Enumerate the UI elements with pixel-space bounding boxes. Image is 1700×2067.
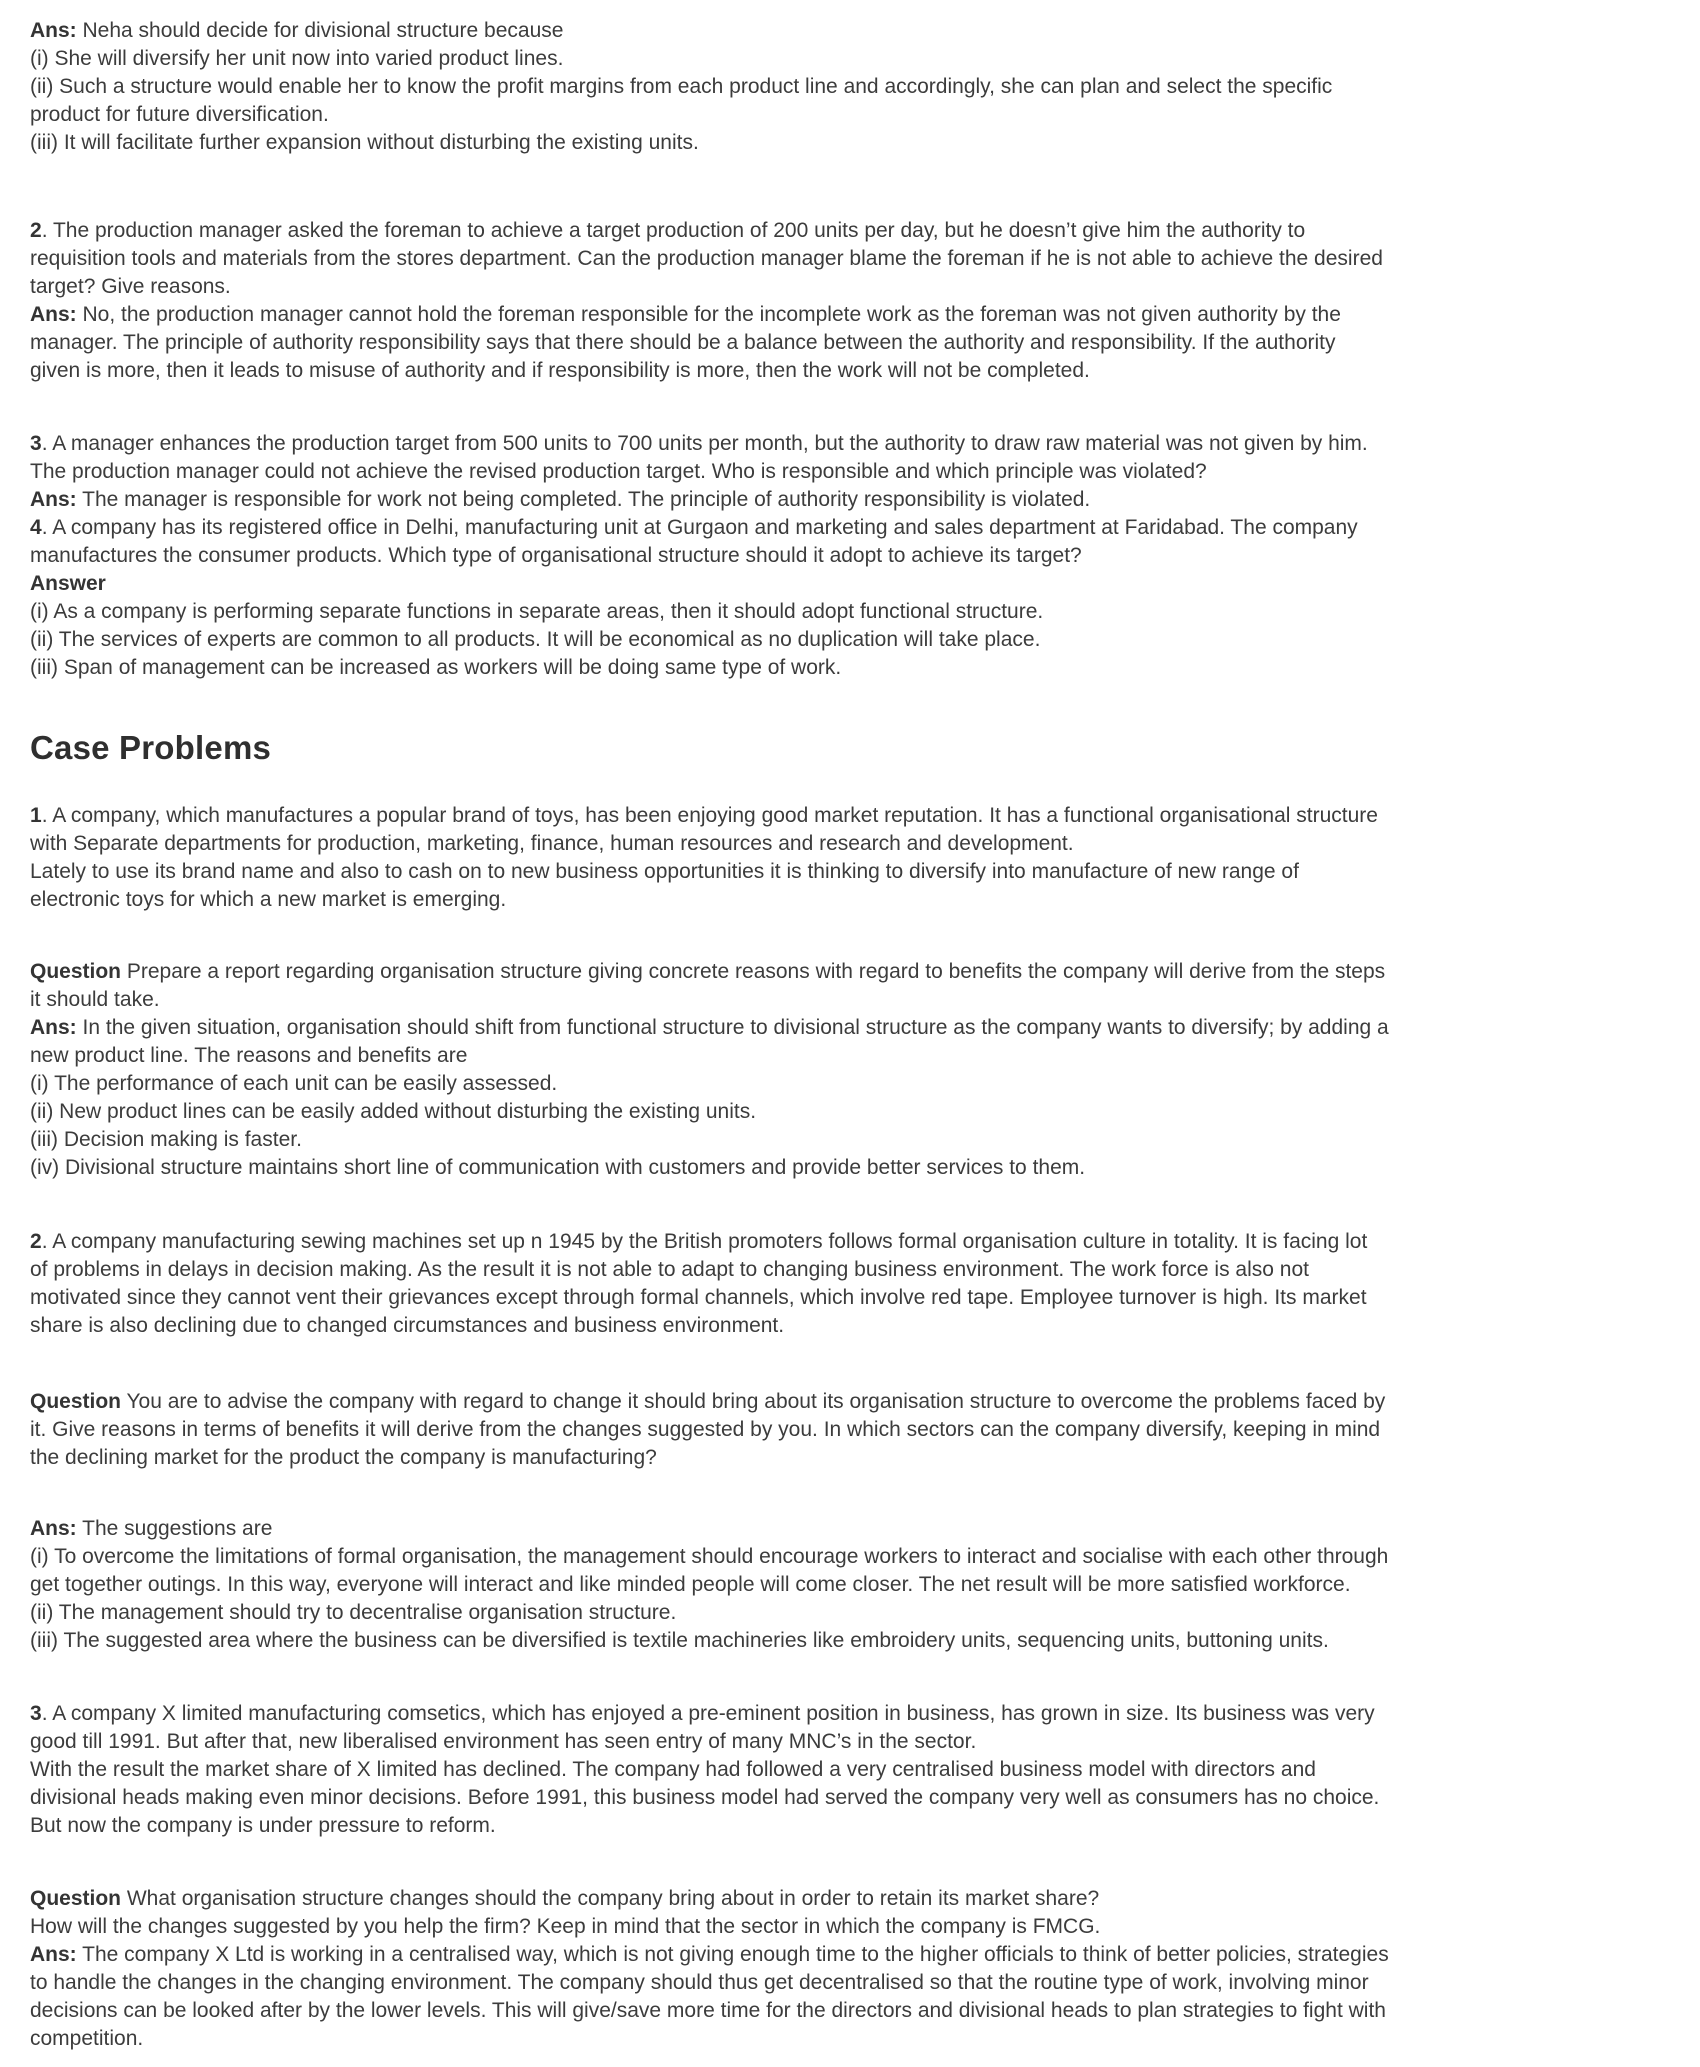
text-line [30, 858, 1680, 886]
line-text: to handle the changes in the changing environment. The company should thus get decentralised so that the routine type of work, involving minor [30, 1971, 1369, 1994]
line-text: (i) As a company is performing separate functions in separate areas, then it should adopt functional structure. [30, 600, 1044, 623]
text-line [30, 1515, 1680, 1543]
bold-label: Ans: [30, 1943, 77, 1966]
bold-label: 3 [30, 1702, 42, 1725]
line-text: Prepare a report regarding organisation structure giving concrete reasons with regard to benefits the company will derive from the steps [121, 960, 1386, 983]
text-line [30, 1784, 1680, 1812]
line-text: (iii) The suggested area where the business can be diversified is textile machineries like embroidery units, sequencing units, buttoning units. [30, 1629, 1329, 1652]
text-line [30, 1228, 1680, 1256]
text-line [30, 1728, 1680, 1756]
line-text: competition. [30, 2027, 144, 2050]
text-line [30, 1913, 1680, 1941]
line-text: get together outings. In this way, everyone will interact and like minded people will come closer. The net result will be more satisfied workforce. [30, 1573, 1351, 1596]
line-text: In the given situation, organisation should shift from functional structure to divisional structure as the company wants to diversify; by adding a [76, 1016, 1389, 1039]
text-line [30, 458, 1680, 486]
text-line [30, 1969, 1680, 1997]
bold-label: Question [30, 960, 122, 983]
text-line [30, 273, 1680, 301]
text-line [30, 1571, 1680, 1599]
text-line [30, 570, 1680, 598]
case-1-intro [30, 802, 1680, 914]
bold-label: Ans: [30, 19, 77, 42]
bold-label: Ans: [30, 303, 77, 326]
line-text: You are to advise the company with regard to change it should bring about its organisation structure to overcome the problems faced by [121, 1390, 1386, 1413]
line-text: The production manager could not achieve the revised production target. Who is responsible and which principle was violated? [30, 460, 1207, 483]
text-line [30, 1997, 1680, 2025]
line-text: of problems in delays in decision making. As the result it is not able to adapt to changing business environment. The work force is also not [30, 1258, 1309, 1281]
line-text: The suggestions are [76, 1517, 273, 1540]
bold-label: 3 [30, 432, 42, 455]
text-line [30, 986, 1680, 1014]
line-text: with Separate departments for production, marketing, finance, human resources and research and development. [30, 832, 1074, 855]
text-line [30, 1416, 1680, 1444]
text-line [30, 654, 1680, 682]
line-text: it should take. [30, 988, 160, 1011]
line-text: Neha should decide for divisional structure because [76, 19, 564, 42]
line-text: motivated since they cannot vent their grievances except through formal channels, which involve red tape. Employee turnover is high. Its market [30, 1286, 1367, 1309]
line-text: manager. The principle of authority responsibility says that there should be a balance between the authority and responsibility. If the authority [30, 331, 1336, 354]
text-line [30, 1154, 1680, 1182]
line-text: manufactures the consumer products. Which type of organisational structure should it adopt to achieve its target? [30, 544, 1082, 567]
line-text: share is also declining due to changed circumstances and business environment. [30, 1314, 785, 1337]
text-line [30, 357, 1680, 385]
text-line [30, 1388, 1680, 1416]
text-line [30, 17, 1680, 45]
case-2-answer [30, 1515, 1680, 1655]
line-text: product for future diversification. [30, 103, 329, 126]
text-line [30, 1098, 1680, 1126]
text-line [30, 329, 1680, 357]
text-line [30, 1756, 1680, 1784]
bold-label: 2 [30, 1230, 42, 1253]
line-text: The company X Ltd is working in a centralised way, which is not giving enough time to the higher officials to think of better policies, strategies [76, 1943, 1389, 1966]
line-text: (ii) The services of experts are common to all products. It will be economical as no duplication will take place. [30, 628, 1041, 651]
bold-label: Ans: [30, 488, 77, 511]
question-2-production-manager [30, 217, 1680, 385]
text-line [30, 830, 1680, 858]
text-line [30, 802, 1680, 830]
line-text: requisition tools and materials from the stores department. Can the production manager blame the foreman if he is not able to achieve the desired [30, 247, 1383, 270]
case-problems-heading: Case Problems [30, 729, 272, 766]
case-3-intro [30, 1700, 1680, 1840]
text-line [30, 1070, 1680, 1098]
bold-label: Ans: [30, 1016, 77, 1039]
line-text: target? Give reasons. [30, 275, 231, 298]
line-text: The manager is responsible for work not being completed. The principle of authority responsibility is violated. [76, 488, 1091, 511]
text-line [30, 1700, 1680, 1728]
line-text: new product line. The reasons and benefits are [30, 1044, 468, 1067]
text-line [30, 101, 1680, 129]
text-line [30, 129, 1680, 157]
text-line [30, 1941, 1680, 1969]
text-line [30, 430, 1680, 458]
bold-label: 2 [30, 219, 42, 242]
text-line [30, 2025, 1680, 2053]
case-2-question [30, 1388, 1680, 1472]
case-1-question-answer [30, 958, 1680, 1182]
line-text: it. Give reasons in terms of benefits it will derive from the changes suggested by you. In which sectors can the company diversify, keeping in mind [30, 1418, 1381, 1441]
line-text: electronic toys for which a new market is emerging. [30, 888, 507, 911]
bold-label: Question [30, 1390, 122, 1413]
answer-divisional-structure [30, 17, 1680, 157]
text-line [30, 1812, 1680, 1840]
text-line [30, 1543, 1680, 1571]
line-text: decisions can be looked after by the lower levels. This will give/save more time for the directors and divisional heads to plan strategies to fight with [30, 1999, 1386, 2022]
line-text: good till 1991. But after that, new liberalised environment has seen entry of many MNC’s in the sector. [30, 1730, 977, 1753]
line-text: What organisation structure changes should the company bring about in order to retain its market share? [121, 1887, 1100, 1910]
text-line [30, 1256, 1680, 1284]
text-line [30, 301, 1680, 329]
line-text: No, the production manager cannot hold the foreman responsible for the incomplete work as the foreman was not given authority by the [76, 303, 1341, 326]
line-text: (i) She will diversify her unit now into varied product lines. [30, 47, 564, 70]
case-2-intro [30, 1228, 1680, 1340]
text-line [30, 245, 1680, 273]
line-text: . The production manager asked the foreman to achieve a target production of 200 units per day, but he doesn’t give him the authority to [41, 219, 1306, 242]
bold-label: 1 [30, 804, 42, 827]
text-line [30, 1126, 1680, 1154]
text-line [30, 73, 1680, 101]
line-text: . A company manufacturing sewing machines set up n 1945 by the British promoters follows formal organisation culture in totality. It is facing lot [41, 1230, 1368, 1253]
text-line [30, 1014, 1680, 1042]
line-text: With the result the market share of X limited has declined. The company had followed a very centralised business model with directors and [30, 1758, 1316, 1781]
case-3-question-answer [30, 1885, 1680, 2053]
text-line [30, 626, 1680, 654]
text-line [30, 958, 1680, 986]
line-text: (iii) It will facilitate further expansion without disturbing the existing units. [30, 131, 699, 154]
text-line [30, 514, 1680, 542]
line-text: given is more, then it leads to misuse of authority and if responsibility is more, then the work will not be completed. [30, 359, 1090, 382]
line-text: . A company, which manufactures a popular brand of toys, has been enjoying good market reputation. It has a functional organisational structure [41, 804, 1378, 827]
line-text: But now the company is under pressure to reform. [30, 1814, 496, 1837]
bold-label: Answer [30, 572, 106, 595]
line-text: Lately to use its brand name and also to cash on to new business opportunities it is thinking to diversify into manufacture of new range of [30, 860, 1299, 883]
text-line [30, 1042, 1680, 1070]
line-text: (iv) Divisional structure maintains short line of communication with customers and provide better services to them. [30, 1156, 1086, 1179]
bold-label: 4 [30, 516, 42, 539]
line-text: (ii) Such a structure would enable her to know the profit margins from each product line and accordingly, she can plan and select the specific [30, 75, 1333, 98]
line-text: (iii) Span of management can be increased as workers will be doing same type of work. [30, 656, 842, 679]
text-line [30, 1627, 1680, 1655]
text-line [30, 1312, 1680, 1340]
text-line [30, 1885, 1680, 1913]
line-text: (iii) Decision making is faster. [30, 1128, 302, 1151]
text-line [30, 1599, 1680, 1627]
text-line [30, 886, 1680, 914]
text-line [30, 1284, 1680, 1312]
line-text: the declining market for the product the company is manufacturing? [30, 1446, 657, 1469]
questions-3-and-4 [30, 430, 1680, 682]
text-line [30, 598, 1680, 626]
line-text: . A company X limited manufacturing comsetics, which has enjoyed a pre-eminent position in business, has grown in size. Its business was very [41, 1702, 1375, 1725]
text-line [30, 45, 1680, 73]
line-text: . A company has its registered office in Delhi, manufacturing unit at Gurgaon and marketing and sales department at Faridabad. The company [41, 516, 1358, 539]
line-text: (ii) The management should try to decentralise organisation structure. [30, 1601, 677, 1624]
text-line [30, 217, 1680, 245]
line-text: (i) The performance of each unit can be easily assessed. [30, 1072, 558, 1095]
text-line [30, 486, 1680, 514]
text-line [30, 1444, 1680, 1472]
line-text: divisional heads making even minor decisions. Before 1991, this business model had served the company very well as consumers has no choice. [30, 1786, 1380, 1809]
bold-label: Ans: [30, 1517, 77, 1540]
line-text: How will the changes suggested by you help the firm? Keep in mind that the sector in which the company is FMCG. [30, 1915, 1101, 1938]
text-line [30, 542, 1680, 570]
line-text: (ii) New product lines can be easily added without disturbing the existing units. [30, 1100, 757, 1123]
bold-label: Question [30, 1887, 122, 1910]
line-text: . A manager enhances the production target from 500 units to 700 units per month, but the authority to draw raw material was not given by him. [41, 432, 1368, 455]
line-text: (i) To overcome the limitations of formal organisation, the management should encourage workers to interact and socialise with each other through [30, 1545, 1389, 1568]
